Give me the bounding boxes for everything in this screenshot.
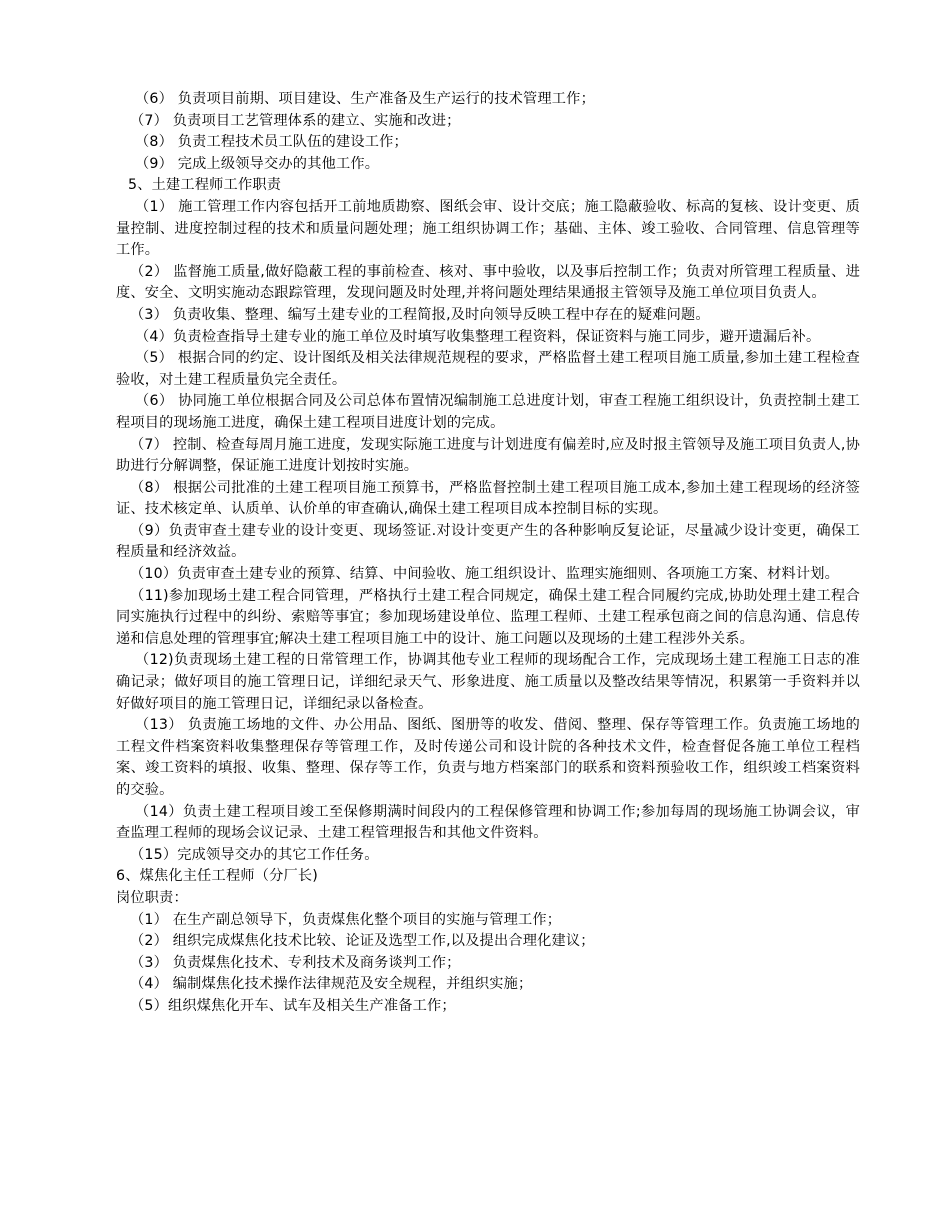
paragraph: （1） 施工管理工作内容包括开工前地质勘察、图纸会审、设计交底；施工隐蔽验收、标高的复核、设计变更、质量控制、进度控制过程的技术和质量问题处理；施工组织协调工作；基础、主体、竣工验收、合同管理、信息管理等工作。 <box>116 198 860 259</box>
paragraph: （3） 负责煤焦化技术、专利技术及商务谈判工作； <box>130 954 461 971</box>
paragraph: （5）组织煤焦化开车、试车及相关生产准备工作； <box>130 997 456 1014</box>
paragraph: （13） 负责施工场地的文件、办公用品、图纸、图册等的收发、借阅、整理、保存等管理工作。负责施工场地的工程文件档案资料收集整理保存等管理工作，及时传递公司和设计院的各种技术文件，检查督促各施工单位工程档案、竣工资料的填报、收集、整理、保存等工作，负责与地方档案部门的联系和资料预验收工作，组织竣工档案资料的交验。 <box>116 717 860 798</box>
paragraph: （1） 在生产副总领导下，负责煤焦化整个项目的实施与管理工作； <box>130 911 562 928</box>
paragraph: （2） 组织完成煤焦化技术比较、论证及选型工作,以及提出合理化建议； <box>130 933 595 950</box>
paragraph: （8） 根据公司批准的土建工程项目施工预算书，严格监督控制土建工程项目施工成本,参加土建工程现场的经济签证、技术核定单、认质单、认价单的审查确认,确保土建工程项目成本控制目标的实现。 <box>116 479 860 518</box>
paragraph: （7） 负责项目工艺管理体系的建立、实施和改进； <box>130 112 461 129</box>
paragraph: （9）负责审查土建专业的设计变更、现场签证.对设计变更产生的各种影响反复论证，尽量减少设计变更，确保工程质量和经济效益。 <box>116 522 860 561</box>
paragraph: （8） 负责工程技术员工队伍的建设工作； <box>135 134 408 151</box>
paragraph: （6） 负责项目前期、项目建设、生产准备及生产运行的技术管理工作； <box>135 91 595 107</box>
paragraph: （10）负责审查土建专业的预算、结算、中间验收、施工组织设计、监理实施细则、各项施工方案、材料计划。 <box>130 566 840 583</box>
paragraph: 6、煤焦化主任工程师（分厂长) <box>116 868 319 885</box>
document-body <box>116 89 860 1018</box>
paragraph: （6） 协同施工单位根据合同及公司总体布置情况编制施工总进度计划，审查工程施工组织设计，负责控制土建工程项目的现场施工进度，确保土建工程项目进度计划的完成。 <box>116 393 860 431</box>
paragraph: （4） 编制煤焦化技术操作法律规范及安全规程，并组织实施； <box>130 976 533 993</box>
paragraph: （4）负责检查指导土建专业的施工单位及时填写收集整理工程资料，保证资料与施工同步，避开遗漏后补。 <box>135 328 821 345</box>
paragraph: （15）完成领导交办的其它工作任务。 <box>130 846 379 863</box>
paragraph: （14）负责土建工程项目竣工至保修期满时间段内的工程保修管理和协调工作;参加每周的现场施工协调会议，审查监理工程师的现场会议记录、土建工程管理报告和其他文件资料。 <box>116 803 860 842</box>
paragraph: （3） 负责收集、整理、编写土建专业的工程简报,及时向领导反映工程中存在的疑难问题。 <box>130 306 710 323</box>
paragraph: （11)参加现场土建工程合同管理，严格执行土建工程合同规定，确保土建工程合同履约完成,协助处理土建工程合同实施执行过程中的纠纷、索赔等事宜；参加现场建设单位、监理工程师、土建工程承包商之间的信息沟通、信息传递和信息处理的管理事宜;解决土建工程项目施工中的设计、施工问题以及现场的土建工程涉外关系。 <box>116 587 860 647</box>
paragraph: 岗位职责： <box>116 889 188 906</box>
paragraph: （7） 控制、检查每周月施工进度，发现实际施工进度与计划进度有偏差时,应及时报主管领导及施工项目负责人,协助进行分解调整，保证施工进度计划按时实施。 <box>116 436 860 475</box>
paragraph: （9） 完成上级领导交办的其他工作。 <box>135 155 380 172</box>
paragraph: （5） 根据合同的约定、设计图纸及相关法律规范规程的要求，严格监督土建工程项目施工质量,参加土建工程检查验收，对土建工程质量负完全责任。 <box>116 350 860 388</box>
paragraph: 5、土建工程师工作职责 <box>128 177 282 194</box>
paragraph: （12)负责现场土建工程的日常管理工作，协调其他专业工程师的现场配合工作，完成现场土建工程施工日志的准确记录；做好项目的施工管理日记，详细纪录天气、形象进度、施工质量以及整改结果等情况，积累第一手资料并以好做好项目的施工管理日记，详细纪录以备检查。 <box>116 652 860 712</box>
paragraph: （2） 监督施工质量,做好隐蔽工程的事前检查、核对、事中验收，以及事后控制工作；负责对所管理工程质量、进度、安全、文明实施动态跟踪管理，发现问题及时处理,并将问题处理结果通报主管领导及施工单位项目负责人。 <box>116 263 860 302</box>
